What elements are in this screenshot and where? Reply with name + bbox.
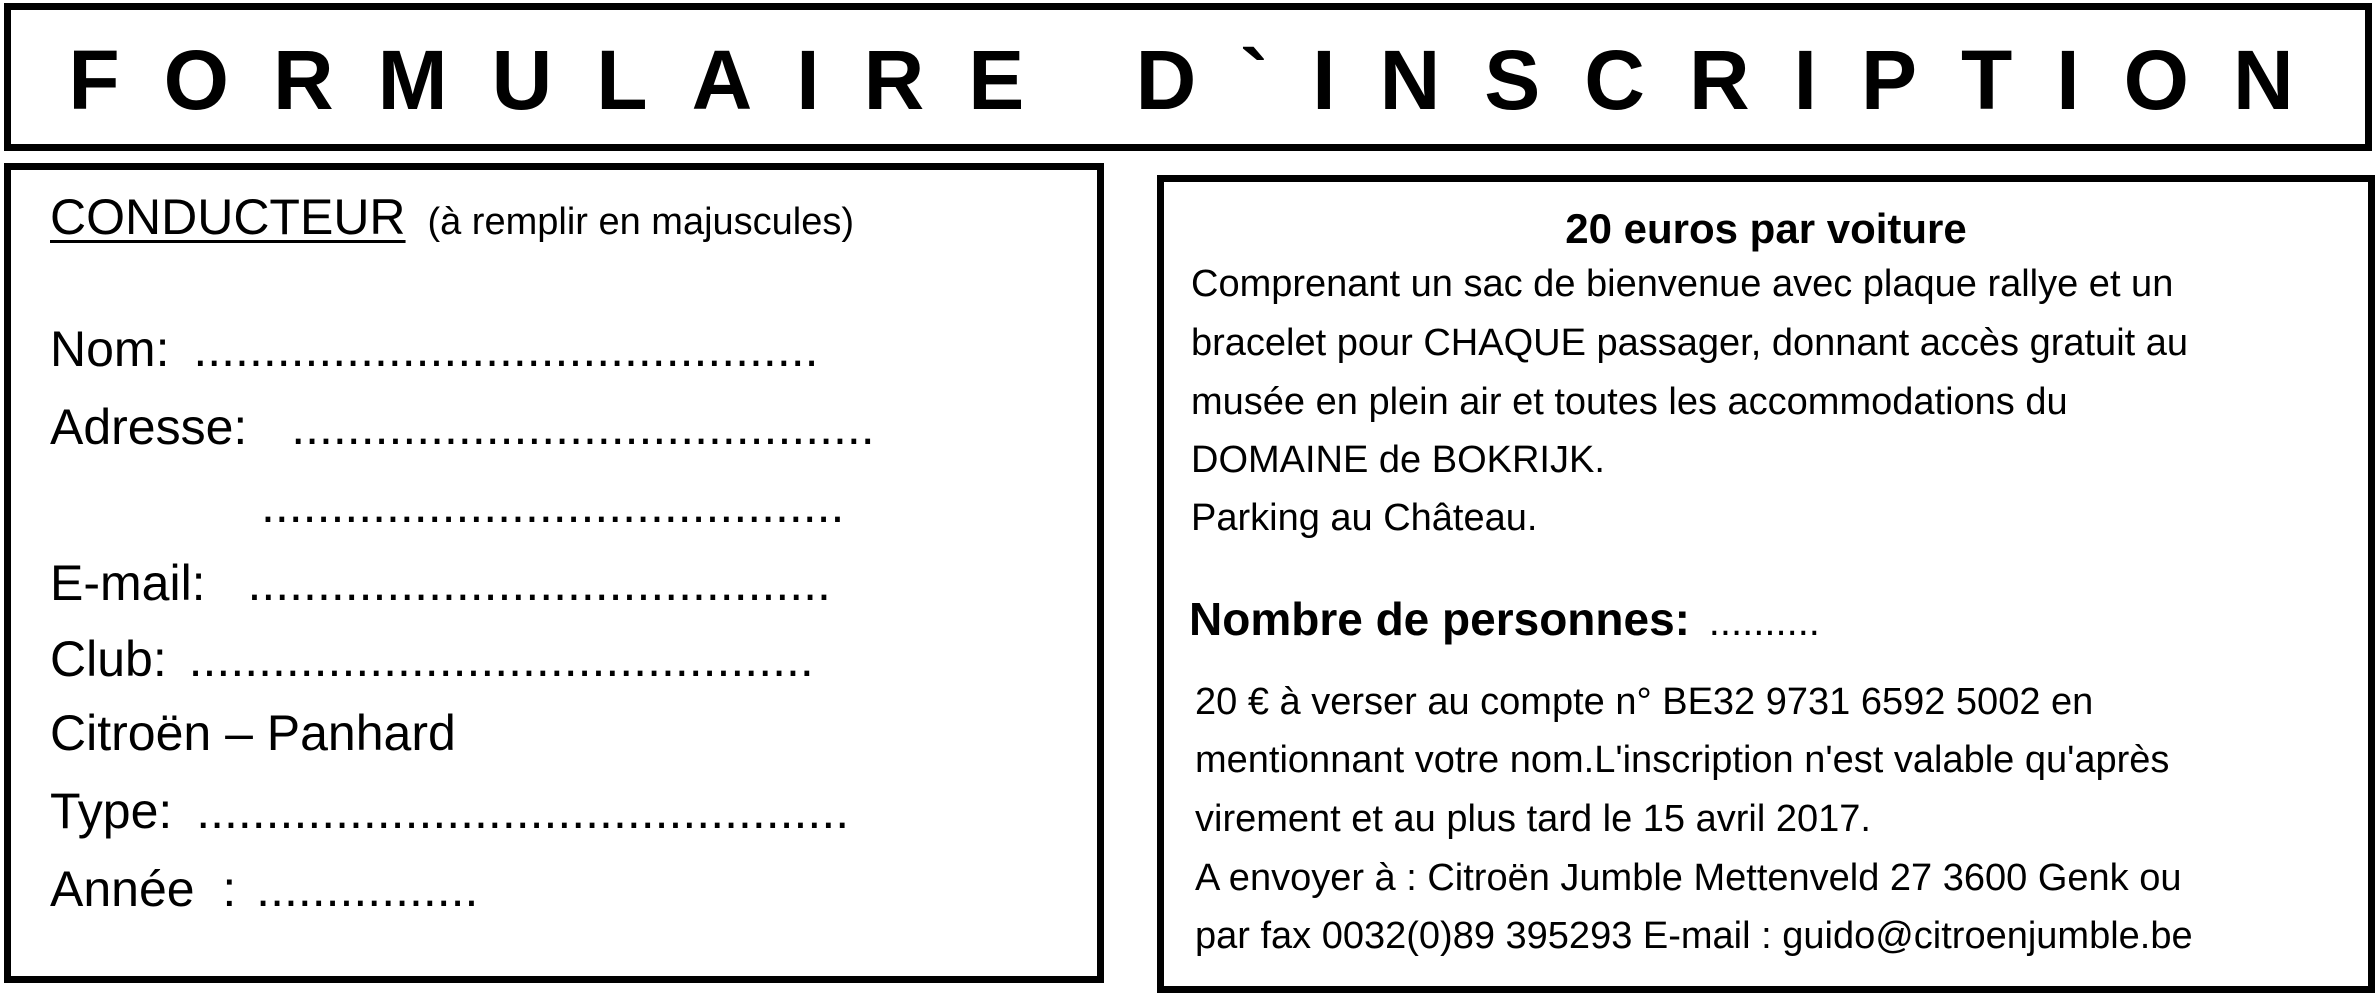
field-dots: ................ <box>256 861 479 917</box>
description-line: DOMAINE de BOKRIJK. <box>1191 439 1605 481</box>
field-dots: .......................................... <box>261 477 845 533</box>
driver-heading-note: (à remplir en majuscules) <box>427 201 855 243</box>
field-nom[interactable] <box>50 320 819 378</box>
title-box <box>4 3 2372 151</box>
field-email[interactable] <box>50 554 831 612</box>
field-dots: .......................................... <box>247 555 831 611</box>
field-dots: ............................................... <box>196 783 850 839</box>
price-heading: 20 euros par voiture <box>1565 205 1967 252</box>
payment-line: virement et au plus tard le 15 avril 2017. <box>1195 798 1871 840</box>
driver-section <box>4 163 1104 983</box>
field-label: Nom: <box>50 321 170 377</box>
field-adresse-line2[interactable] <box>261 476 844 534</box>
field-label: Type: <box>50 783 173 839</box>
driver-heading: CONDUCTEUR <box>50 189 406 245</box>
persons-dots: .......... <box>1708 600 1820 644</box>
payment-line: par fax 0032(0)89 395293 E-mail : guido@citroenjumble.be <box>1195 915 2193 957</box>
field-label: Adresse: <box>50 399 248 455</box>
field-label: Citroën – Panhard <box>50 705 456 761</box>
field-dots: ............................................. <box>193 321 819 377</box>
persons-label: Nombre de personnes: <box>1189 593 1690 645</box>
description-line: Comprenant un sac de bienvenue avec plaque rallye et un <box>1191 263 2174 305</box>
description-line: Parking au Château. <box>1191 497 1538 539</box>
field-dots: .......................................... <box>291 399 875 455</box>
payment-line: 20 € à verser au compte n° BE32 9731 6592 5002 en <box>1195 681 2094 723</box>
description-line: musée en plein air et toutes les accommodations du <box>1191 381 2068 423</box>
field-dots: ............................................. <box>188 631 814 687</box>
form-title: FORMULAIRE D`INSCRIPTION <box>68 33 2338 127</box>
payment-line: mentionnant votre nom.L'inscription n'est valable qu'après <box>1195 739 2170 781</box>
field-label: E-mail: <box>50 555 206 611</box>
field-label: Club: <box>50 631 167 687</box>
persons-row[interactable] <box>1189 592 1820 649</box>
field-club[interactable] <box>50 630 814 688</box>
payment-line: A envoyer à : Citroën Jumble Mettenveld 27 3600 Genk ou <box>1195 857 2182 899</box>
driver-heading-row <box>50 188 854 251</box>
field-annee[interactable] <box>50 860 478 918</box>
description-line: bracelet pour CHAQUE passager, donnant accès gratuit au <box>1191 322 2189 364</box>
field-adresse[interactable] <box>50 398 875 456</box>
info-section <box>1157 175 2375 993</box>
field-label: Année : <box>50 861 237 917</box>
field-marque <box>50 704 456 762</box>
field-type[interactable] <box>50 782 849 840</box>
